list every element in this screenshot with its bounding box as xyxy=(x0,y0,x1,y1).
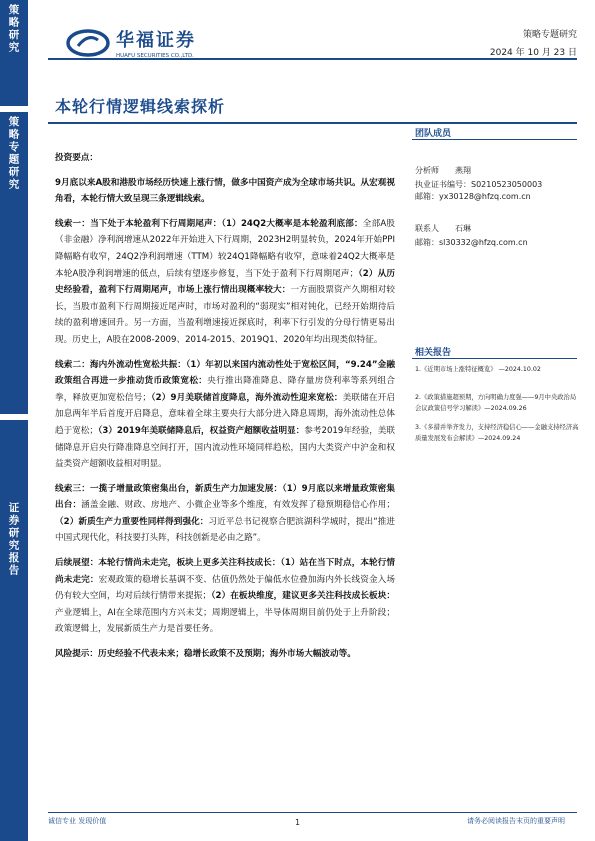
contact-name: 石琳 xyxy=(455,224,471,233)
clue2-point2-text: 美联储在开启加息两年半后首度开启降息，意味着全球主要央行大部分进入降息周期，海外流动性总体趋于宽松； xyxy=(55,392,395,436)
clue2-point1-text: 央行推出降准降息、降存量房贷利率等系列组合拳，释放更加宽松信号； xyxy=(55,376,395,403)
title-divider xyxy=(48,122,577,124)
clue1-point2-head: （2）从历史经验看，盈利下行周期尾声，市场上涨行情出现概率较大： xyxy=(55,268,395,296)
clue1-point1-head: （1）24Q2大概率是本轮盈利底部： xyxy=(221,218,363,229)
sidebar-top-label: 策略研究 xyxy=(7,4,20,54)
clue3-point2-head: （2）新质生产力重要性同样得到强化： xyxy=(55,516,209,527)
sidebar-middle-label: 策略专题研究 xyxy=(7,116,20,191)
page-title: 本轮行情逻辑线索探析 xyxy=(55,97,226,116)
main-content xyxy=(55,150,395,671)
clue3-title: 线索三：一揽子增量政策密集出台，新质生产力加速发展： xyxy=(55,483,283,494)
clue3-point2-text: 习近平总书记视察合肥滨湖科学城时，提出“推进中国式现代化，科技要打头阵，科技创新是必由之路”。 xyxy=(55,516,396,544)
analyst-cert-row xyxy=(415,179,542,190)
clue1-point1-text: 全部A股（非金融）净利润增速从2022年开始进入下行周期，2023H2明显转负，2024年开始PPI降幅略有收窄，24Q2净利润增速（TTM）较24Q1降幅略有收窄，意味着24Q2大概率是本轮A股净利润增速的低点，后续有望逐步修复，当下处于盈利下行周期尾声； xyxy=(55,218,395,279)
sidebar-bottom xyxy=(0,420,28,841)
intro-paragraph: 9月底以来A股和港股市场经历快速上涨行情，做多中国资产成为全球市场共识。从宏观视角看，本轮行情大致呈现三条逻辑线索。 xyxy=(55,177,395,205)
contact-role: 联系人 xyxy=(415,224,439,233)
invest-points-heading: 投资要点： xyxy=(55,153,98,163)
related-divider xyxy=(412,358,577,359)
contact-row xyxy=(415,223,471,234)
clue3-point1-text: 涵盖金融、财政、房地产、小微企业等多个维度，有效发挥了稳预期稳信心作用； xyxy=(81,500,395,511)
clue2-point3-text: 参考2019年经验，美联储降息开启央行降准降息空间打开，国内流动性环境同样趋松，国内大类资产中沪金和权益类资产超额收益相对明显。 xyxy=(55,425,395,470)
related-report-item[interactable]: 2.《政策措施超预期，方向明确力度强——9月中央政治局会议政策信号学习解读》—2024.09.26 xyxy=(415,394,577,412)
brand-name-en: HUAFU SECURITIES CO.,LTD. xyxy=(116,53,194,59)
outlook-point1-text: 宏观政策的稳增长基调不变、估值仍然处于偏低水位叠加海内外长线资金入场仍有较大空间，均对后续行情带来提振； xyxy=(55,574,395,602)
analyst-role: 分析师 xyxy=(415,166,439,175)
brand-logo-icon xyxy=(66,29,110,57)
clue2-point3-head: （3）2019年美联储降息后，权益资产超额收益明显： xyxy=(98,425,305,436)
clue2-paragraph xyxy=(55,357,395,473)
brand-name-cn: 华福证券 xyxy=(116,30,196,51)
contact-email-row xyxy=(415,237,528,248)
sidebar-middle xyxy=(0,112,28,414)
document-type: 策略专题研究 xyxy=(522,30,577,40)
clue1-paragraph xyxy=(55,216,395,349)
contact-email-label: 邮箱： xyxy=(415,238,439,247)
outlook-point1-head: （1）站在当下时点，本轮行情尚未走完： xyxy=(55,558,395,585)
clue2-point1-head: （1）年初以来国内流动性处于宽松区间，“9.24”金融政策组合再进一步推动货币政策宽松： xyxy=(55,359,395,387)
analyst-name: 燕翔 xyxy=(455,166,471,175)
footer-disclaimer: 请务必阅读报告末页的重要声明 xyxy=(467,817,565,825)
clue2-point2-head: （2）9月美联储首度降息，海外流动性迎来宽松： xyxy=(151,392,343,403)
outlook-point2-head: （2）在板块维度，建议更多关注科技成长板块： xyxy=(211,591,395,602)
brand-logo xyxy=(66,26,196,59)
outlook-title: 后续展望：本轮行情尚未走完，板块上更多关注科技成长： xyxy=(55,558,281,569)
header-divider xyxy=(48,58,577,60)
team-divider xyxy=(412,139,577,140)
analyst-email[interactable]: yx30128@hfzq.com.cn xyxy=(439,192,531,201)
related-report-item[interactable]: 3.《多措并举齐发力，支持经济稳信心——金融支持经济高质量发展发布会解读》—2024.09.24 xyxy=(415,424,579,442)
footer-divider xyxy=(48,812,577,813)
analyst-row xyxy=(415,165,471,176)
related-reports-heading: 相关报告 xyxy=(415,348,452,358)
clue2-title: 线索二：海内外流动性宽松共振： xyxy=(55,359,186,370)
analyst-email-label: 邮箱： xyxy=(415,192,439,201)
footer-slogan: 诚信专业 发现价值 xyxy=(48,817,107,825)
outlook-paragraph xyxy=(55,555,395,638)
clue1-point2-text: 一方面股票资产久期相对较长，当股市盈利下行周期接近尾声时，市场对盈利的“弱现实”相对钝化，已经开始期待后续的盈利增速回升。另一方面，当盈利增速接近探底时，利率下行引发的分母行情更易出现。历史上，A股在2008-2009、2014-2015、2019Q1、2020年均出现类似特征。 xyxy=(55,285,395,345)
clue3-paragraph xyxy=(55,481,395,547)
sidebar-bottom-label: 证券研究报告 xyxy=(7,502,20,577)
sidebar-top xyxy=(0,0,28,106)
risk-warning: 风险提示：历史经验不代表未来；稳增长政策不及预期；海外市场大幅波动等。 xyxy=(55,649,356,660)
related-report-item[interactable]: 1.《近期市场上涨特征概览》 —2024.10.02 xyxy=(415,366,541,373)
analyst-cert: S0210523050003 xyxy=(471,180,543,189)
contact-email[interactable]: sl30332@hfzq.com.cn xyxy=(439,238,528,247)
page-number: 1 xyxy=(295,818,301,827)
analyst-cert-label: 执业证书编号： xyxy=(415,180,471,189)
team-heading: 团队成员 xyxy=(415,129,452,139)
clue3-point1-head: （1）9月底以来增量政策密集出台： xyxy=(55,483,395,511)
analyst-email-row xyxy=(415,191,531,202)
document-date: 2024 年 10 月 23 日 xyxy=(489,48,577,58)
outlook-point2-text: 产业逻辑上，AI在全球范围内方兴未艾；周期逻辑上，半导体周期目前仍处于上升阶段；政策逻辑上，发展新质生产力是首要任务。 xyxy=(55,607,395,635)
clue1-title: 线索一：当下处于本轮盈利下行周期尾声： xyxy=(55,218,222,229)
